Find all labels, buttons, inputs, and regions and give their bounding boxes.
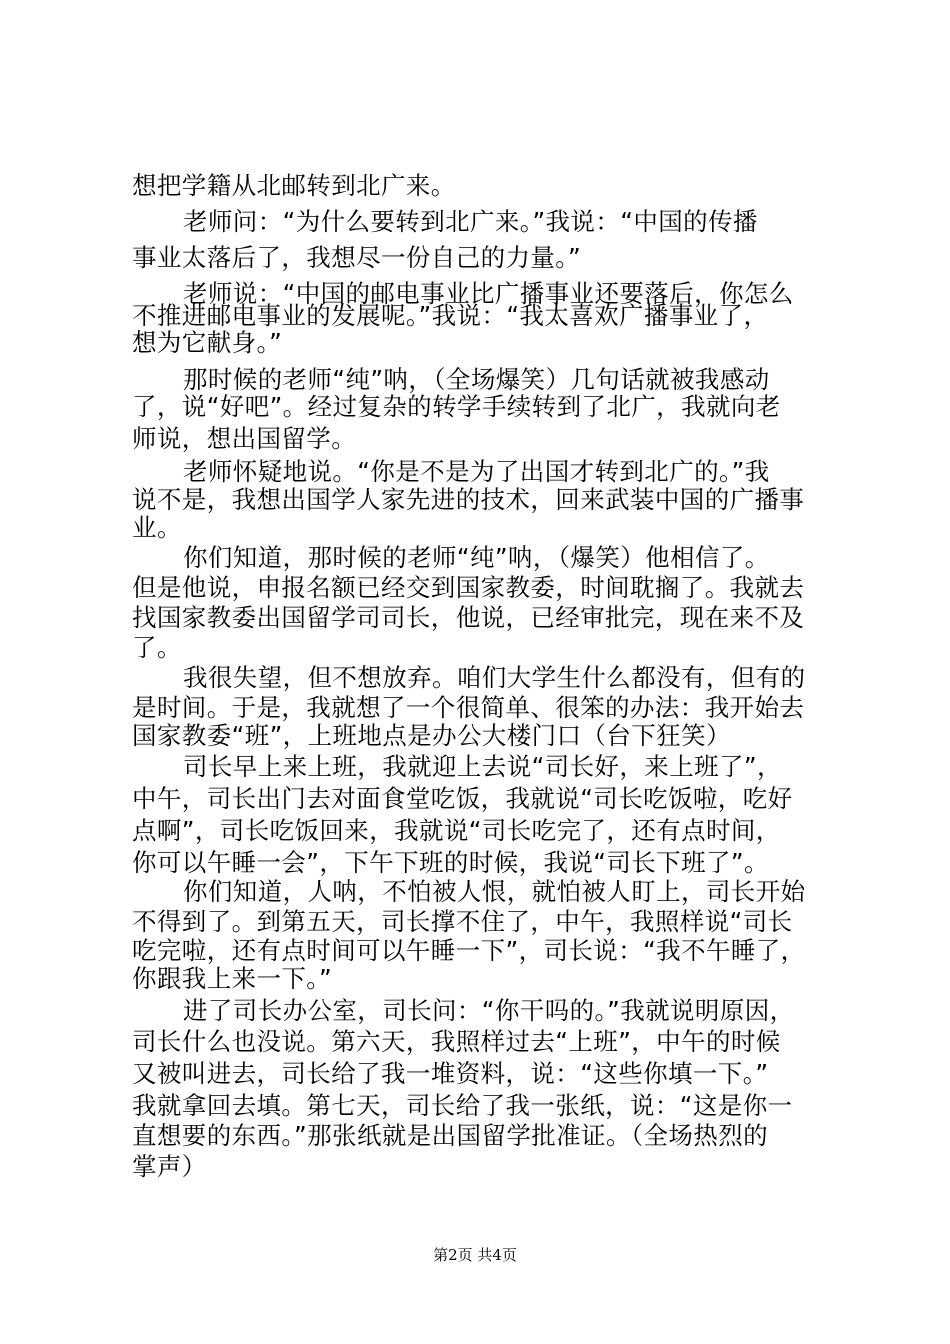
text-line: 中午，司长出门去对面食堂吃饭，我就说“司长吃饭啦，吃好 [132, 784, 793, 813]
text-line: 掌声） [132, 1152, 207, 1181]
text-line: 了。 [132, 633, 182, 662]
text-line: 但是他说，申报名额已经交到国家教委，时间耽搁了。我就去 [132, 573, 805, 602]
text-line: 点啊”，司长吃饭回来，我就说“司长吃完了，还有点时间， [132, 816, 781, 845]
text-line: 老师问：“为什么要转到北广来。”我说：“中国的传播 [183, 207, 758, 236]
text-line: 你跟我上来一下。” [132, 964, 333, 993]
text-line: 不推进邮电事业的发展呢。”我说：“我太喜欢广播事业了， [132, 301, 769, 330]
text-line: 老师说：“中国的邮电事业比广播事业还要落后，你怎么 [183, 279, 794, 308]
text-line: 司长什么也没说。第六天，我照样过去“上班”，中午的时候 [132, 1027, 781, 1056]
text-line: 进了司长办公室，司长问：“你干吗的。”我就说明原因， [183, 996, 795, 1025]
text-line: 想为它献身。” [132, 328, 283, 357]
text-line: 老师怀疑地说。“你是不是为了出国才转到北广的。”我 [183, 457, 770, 486]
text-line: 说不是，我想出国学人家先进的技术，回来武装中国的广播事 [132, 485, 805, 514]
text-line: 是时间。于是，我就想了一个很简单、很笨的办法：我开始去 [132, 693, 805, 722]
text-line: 想把学籍从北邮转到北广来。 [132, 171, 456, 200]
text-line: 找国家教委出国留学司司长，他说，已经审批完，现在来不及 [132, 603, 805, 632]
text-line: 我很失望，但不想放弃。咱们大学生什么都没有，但有的 [183, 663, 806, 692]
text-line: 国家教委“班”，上班地点是办公大楼门口（台下狂笑） [132, 721, 731, 750]
text-line: 我就拿回去填。第七天，司长给了我一张纸，说：“这是你一 [132, 1091, 793, 1120]
text-line: 师说，想出国留学。 [132, 424, 357, 453]
text-line: 事业太落后了，我想尽一份自己的力量。” [132, 243, 582, 272]
text-line: 你可以午睡一会”，下午下班的时候，我说“司长下班了”。 [132, 848, 769, 877]
page-number-footer: 第2页 共4页 [433, 1246, 517, 1264]
text-line: 又被叫进去，司长给了我一堆资料，说：“这些你填一下。” [132, 1059, 769, 1088]
text-line: 直想要的东西。”那张纸就是出国留学批准证。（全场热烈的 [132, 1121, 768, 1150]
text-line: 你们知道，那时候的老师“纯”呐，（爆笑）他相信了。 [183, 543, 770, 572]
text-line: 吃完啦，还有点时间可以午睡一下”，司长说：“我不午睡了， [132, 936, 806, 965]
text-line: 你们知道，人呐，不怕被人恨，就怕被人盯上，司长开始 [183, 877, 806, 906]
text-line: 业。 [132, 513, 182, 542]
text-line: 了，说“好吧”。经过复杂的转学手续转到了北广，我就向老 [132, 392, 781, 421]
text-line: 那时候的老师“纯”呐，（全场爆笑）几句话就被我感动 [183, 365, 770, 394]
text-line: 不得到了。到第五天，司长撑不住了，中午，我照样说“司长 [132, 907, 793, 936]
text-line: 司长早上来上班，我就迎上去说“司长好，来上班了”， [183, 752, 782, 781]
